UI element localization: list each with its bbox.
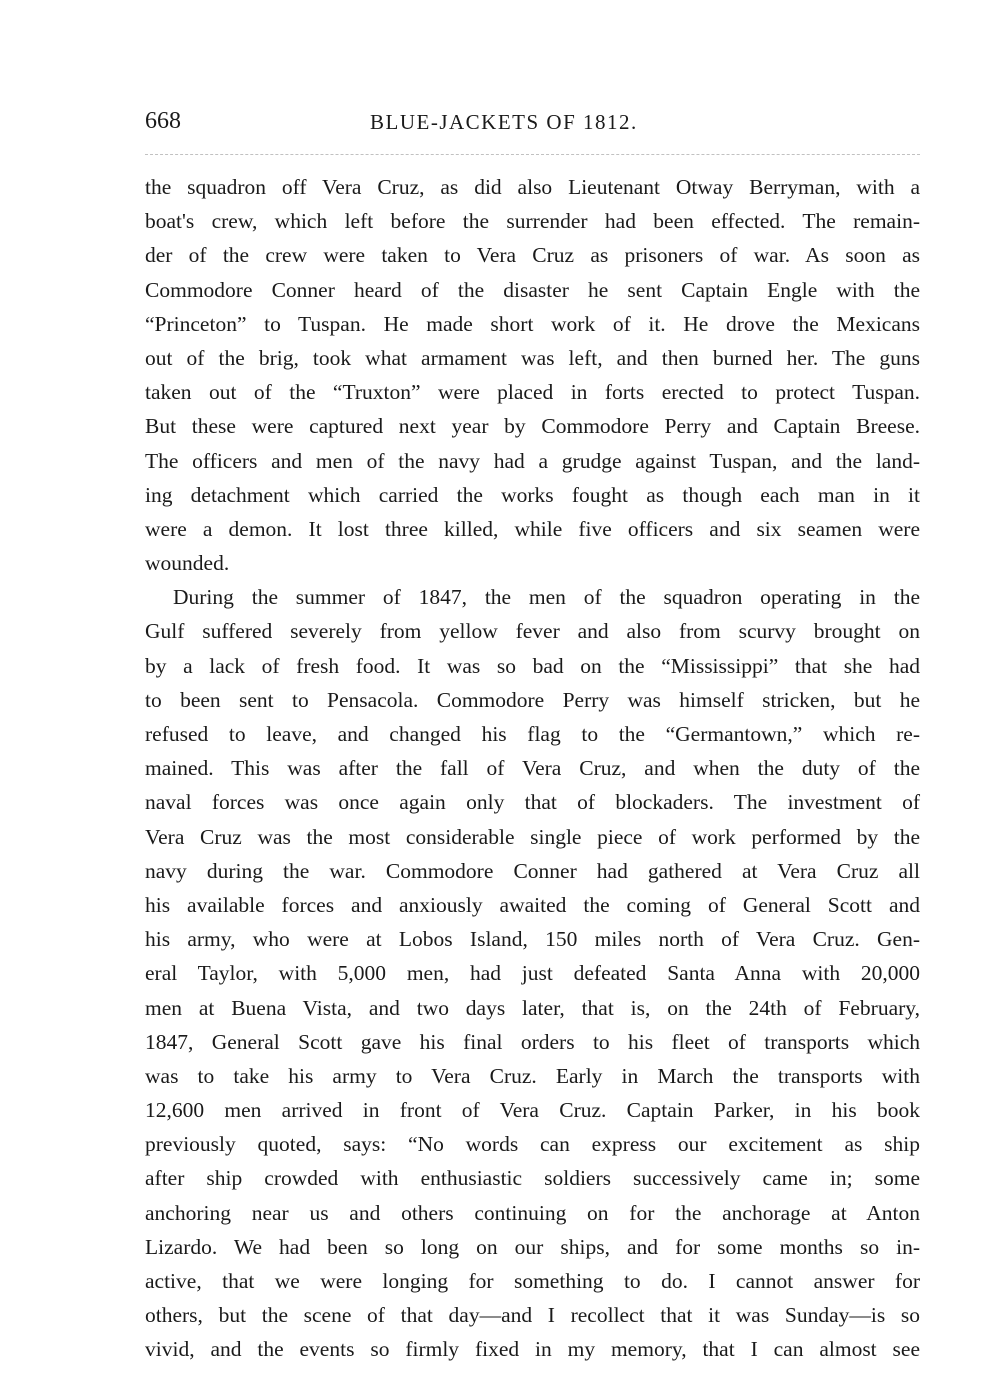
text-line: naval forces was once again only that of blockaders. The investment of: [145, 790, 920, 815]
body-text: [145, 170, 920, 1367]
text-line: the squadron off Vera Cruz, as did also Lieutenant Otway Berryman, with a: [145, 175, 920, 199]
text-line: “Princeton” to Tuspan. He made short work of it. He drove the Mexicans: [145, 311, 920, 336]
text-line: his army, who were at Lobos Island, 150 miles north of Vera Cruz. Gen-: [145, 927, 920, 952]
text-line: men at Buena Vista, and two days later, that is, on the 24th of February,: [145, 995, 920, 1020]
text-line: The officers and men of the navy had a grudge against Tuspan, and the land-: [145, 448, 920, 473]
text-line: wounded.: [145, 551, 230, 576]
text-line: anchoring near us and others continuing on for the anchorage at Anton: [145, 1200, 920, 1225]
text-line: his available forces and anxiously awaited the coming of General Scott and: [145, 892, 920, 917]
text-line: mained. This was after the fall of Vera Cruz, and when the duty of the: [145, 756, 920, 781]
text-line: to been sent to Pensacola. Commodore Perry was himself stricken, but he: [145, 687, 920, 712]
text-line: ing detachment which carried the works fought as though each man in it: [145, 482, 920, 507]
text-line: by a lack of fresh food. It was so bad on the “Mississippi” that she had: [145, 653, 920, 678]
running-title: BLUE-JACKETS OF 1812.: [370, 110, 638, 134]
text-line: 1847, General Scott gave his final orders to his fleet of transports which: [145, 1029, 920, 1054]
text-line: others, but the scene of that day—and I recollect that it was Sunday—is so: [145, 1303, 920, 1328]
text-line: vivid, and the events so firmly fixed in my memory, that I can almost see: [145, 1337, 920, 1362]
text-line: out of the brig, took what armament was left, and then burned her. The guns: [145, 345, 920, 370]
text-line: boat's crew, which left before the surrender had been effected. The remain-: [145, 209, 920, 234]
text-line: previously quoted, says: “No words can express our excitement as ship: [145, 1132, 920, 1157]
text-line: were a demon. It lost three killed, while five officers and six seamen were: [145, 516, 920, 541]
text-line: taken out of the “Truxton” were placed in forts erected to protect Tuspan.: [145, 380, 920, 405]
text-line: Lizardo. We had been so long on our ships, and for some months so in-: [145, 1234, 920, 1259]
text-line: Gulf suffered severely from yellow fever and also from scurvy brought on: [145, 619, 920, 644]
header-rule: [145, 154, 920, 155]
text-line: Vera Cruz was the most considerable single piece of work performed by the: [145, 824, 920, 849]
text-line: active, that we were longing for something to do. I cannot answer for: [145, 1269, 920, 1293]
text-line: refused to leave, and changed his flag to the “Germantown,” which re-: [145, 722, 920, 746]
text-line: 12,600 men arrived in front of Vera Cruz. Captain Parker, in his book: [145, 1098, 920, 1123]
text-line: eral Taylor, with 5,000 men, had just defeated Santa Anna with 20,000: [145, 961, 920, 986]
text-line: after ship crowded with enthusiastic soldiers successively came in; some: [145, 1166, 920, 1191]
text-line: was to take his army to Vera Cruz. Early in March the transports with: [145, 1063, 920, 1088]
text-line: But these were captured next year by Commodore Perry and Captain Breese.: [145, 414, 920, 439]
text-line: During the summer of 1847, the men of the squadron operating in the: [173, 585, 920, 610]
text-line: Commodore Conner heard of the disaster he sent Captain Engle with the: [145, 277, 920, 302]
text-line: navy during the war. Commodore Conner had gathered at Vera Cruz all: [145, 858, 920, 883]
page-number: 668: [145, 108, 181, 134]
text-line: der of the crew were taken to Vera Cruz as prisoners of war. As soon as: [145, 243, 920, 268]
